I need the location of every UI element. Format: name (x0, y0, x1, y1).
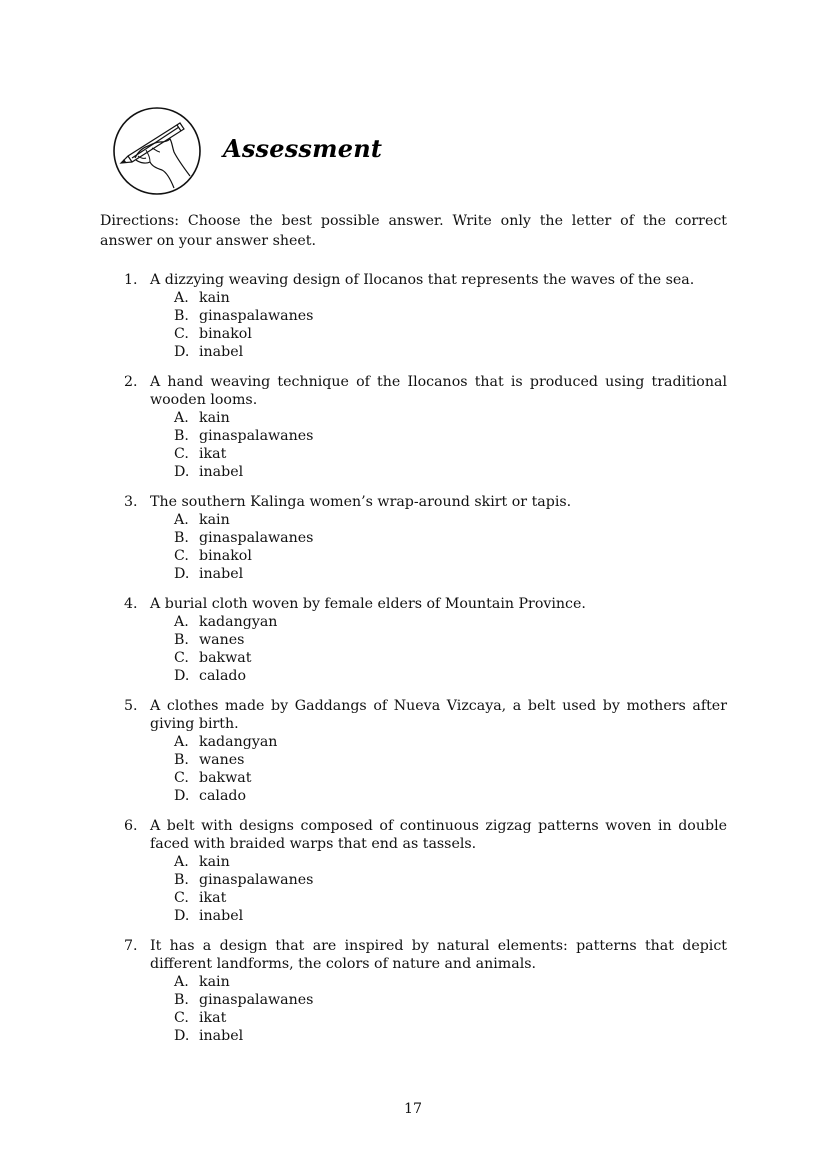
option-text: inabel (199, 566, 244, 582)
option-letter: D. (174, 566, 190, 582)
option-text: ginaspalawanes (199, 992, 314, 1008)
option-letter: A. (174, 290, 189, 306)
option-c (174, 889, 727, 907)
option-d (174, 787, 727, 805)
question-4 (124, 595, 727, 685)
option-b (174, 871, 727, 889)
option-text: ikat (199, 890, 227, 906)
option-letter: A. (174, 410, 189, 426)
option-letter: C. (174, 1010, 189, 1026)
hand-writing-pencil-icon (112, 106, 202, 196)
option-a (174, 289, 727, 307)
question-number: 4. (124, 596, 138, 612)
option-c (174, 649, 727, 667)
option-letter: D. (174, 668, 190, 684)
answer-options (174, 853, 727, 925)
option-text: wanes (199, 632, 245, 648)
directions-text: Directions: Choose the best possible answer. Write only the letter of the correct answer on your answer sheet. (100, 213, 727, 249)
option-letter: C. (174, 890, 189, 906)
option-letter: A. (174, 734, 189, 750)
option-text: bakwat (199, 770, 252, 786)
option-text: kain (199, 974, 230, 990)
option-text: kain (199, 290, 230, 306)
question-text: A hand weaving technique of the Ilocanos that is produced using traditional wooden looms. (150, 374, 727, 408)
option-b (174, 427, 727, 445)
option-letter: B. (174, 872, 189, 888)
option-c (174, 1009, 727, 1027)
question-number: 6. (124, 818, 138, 834)
option-b (174, 991, 727, 1009)
option-text: calado (199, 788, 247, 804)
option-letter: A. (174, 974, 189, 990)
option-text: kadangyan (199, 734, 278, 750)
option-b (174, 751, 727, 769)
option-text: ginaspalawanes (199, 308, 314, 324)
option-letter: D. (174, 1028, 190, 1044)
question-number: 1. (124, 272, 138, 288)
option-letter: D. (174, 908, 190, 924)
option-letter: D. (174, 464, 190, 480)
option-a (174, 409, 727, 427)
option-text: wanes (199, 752, 245, 768)
option-text: binakol (199, 548, 252, 564)
option-letter: B. (174, 530, 189, 546)
question-text: A dizzying weaving design of Ilocanos that represents the waves of the sea. (150, 272, 695, 288)
option-b (174, 631, 727, 649)
option-a (174, 853, 727, 871)
option-d (174, 463, 727, 481)
option-text: inabel (199, 1028, 244, 1044)
option-letter: A. (174, 614, 189, 630)
answer-options (174, 511, 727, 583)
option-d (174, 667, 727, 685)
question-1 (124, 271, 727, 361)
option-letter: C. (174, 548, 189, 564)
option-letter: C. (174, 650, 189, 666)
question-text: A burial cloth woven by female elders of Mountain Province. (150, 596, 586, 612)
option-text: inabel (199, 344, 244, 360)
question-3 (124, 493, 727, 583)
question-text: A belt with designs composed of continuous zigzag patterns woven in double faced with braided warps that end as tassels. (150, 818, 727, 852)
option-d (174, 565, 727, 583)
option-text: ikat (199, 446, 227, 462)
option-letter: C. (174, 770, 189, 786)
option-letter: B. (174, 428, 189, 444)
option-text: calado (199, 668, 247, 684)
question-number: 7. (124, 938, 138, 954)
option-text: binakol (199, 326, 252, 342)
page-title: Assessment (223, 134, 383, 163)
option-text: ginaspalawanes (199, 872, 314, 888)
page-number: 17 (403, 1101, 423, 1117)
option-letter: C. (174, 326, 189, 342)
question-text: It has a design that are inspired by natural elements: patterns that depict different landforms, the colors of nature and animals. (150, 938, 727, 972)
option-text: bakwat (199, 650, 252, 666)
option-letter: B. (174, 632, 189, 648)
option-d (174, 907, 727, 925)
option-d (174, 343, 727, 361)
option-d (174, 1027, 727, 1045)
question-2 (124, 373, 727, 481)
option-text: ginaspalawanes (199, 428, 314, 444)
option-letter: B. (174, 752, 189, 768)
option-c (174, 547, 727, 565)
answer-options (174, 289, 727, 361)
question-7 (124, 937, 727, 1045)
option-text: ginaspalawanes (199, 530, 314, 546)
answer-options (174, 409, 727, 481)
option-a (174, 511, 727, 529)
option-text: ikat (199, 1010, 227, 1026)
question-text: A clothes made by Gaddangs of Nueva Vizcaya, a belt used by mothers after giving birth. (150, 698, 727, 732)
question-6 (124, 817, 727, 925)
option-a (174, 973, 727, 991)
answer-options (174, 613, 727, 685)
option-c (174, 769, 727, 787)
option-c (174, 325, 727, 343)
answer-options (174, 733, 727, 805)
option-text: kain (199, 854, 230, 870)
option-text: inabel (199, 908, 244, 924)
option-letter: D. (174, 788, 190, 804)
option-letter: A. (174, 512, 189, 528)
question-number: 3. (124, 494, 138, 510)
answer-options (174, 973, 727, 1045)
question-5 (124, 697, 727, 805)
option-letter: A. (174, 854, 189, 870)
question-number: 5. (124, 698, 138, 714)
option-b (174, 529, 727, 547)
option-text: inabel (199, 464, 244, 480)
question-text: The southern Kalinga women’s wrap-around skirt or tapis. (150, 494, 572, 510)
option-b (174, 307, 727, 325)
option-letter: D. (174, 344, 190, 360)
option-a (174, 733, 727, 751)
option-c (174, 445, 727, 463)
option-text: kain (199, 512, 230, 528)
option-a (174, 613, 727, 631)
option-letter: B. (174, 992, 189, 1008)
option-letter: B. (174, 308, 189, 324)
option-text: kain (199, 410, 230, 426)
option-text: kadangyan (199, 614, 278, 630)
option-letter: C. (174, 446, 189, 462)
question-number: 2. (124, 374, 138, 390)
